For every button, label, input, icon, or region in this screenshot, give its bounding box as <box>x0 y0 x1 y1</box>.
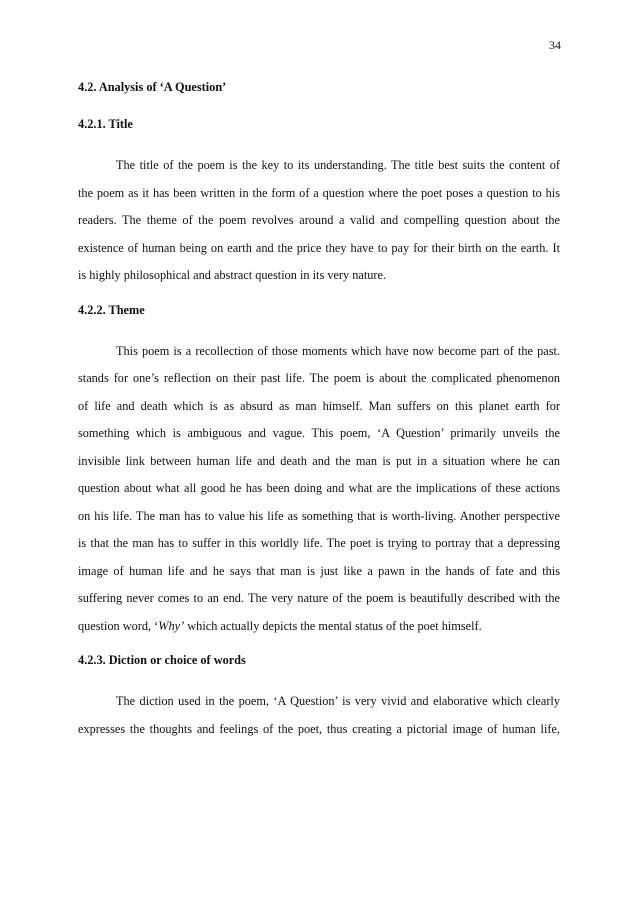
paragraph-line: This poem is a recollection of those moments which have now become part of the past. <box>116 343 560 358</box>
paragraph-diction <box>78 688 560 743</box>
paragraph-line: The title of the poem is the key to its understanding. The title best suits the content of <box>116 158 560 172</box>
paragraph-line: on his life. The man has to value his life as something that is worth-living. Another perspective <box>78 508 560 523</box>
paragraph-line: of life and death which is as absurd as man himself. Man suffers on this planet earth for <box>78 398 560 413</box>
paragraph-title <box>78 152 560 290</box>
paragraph-line: the poem as it has been written in the form of a question where the poet poses a question to his <box>78 185 560 200</box>
paragraph-line: question word, ‘Why’ which actually depicts the mental status of the poet himself. <box>78 618 482 633</box>
section-heading-analysis: 4.2. Analysis of ‘A Question’ <box>78 80 227 94</box>
subsection-heading-theme: 4.2.2. Theme <box>78 302 145 317</box>
paragraph-line: something which is ambiguous and vague. This poem, ‘A Question’ primarily unveils the <box>78 426 560 440</box>
subsection-heading-diction: 4.2.3. Diction or choice of words <box>78 653 246 667</box>
paragraph-line: suffering never comes to an end. The very nature of the poem is beautifully described with the <box>78 591 560 605</box>
subsection-heading-title: 4.2.1. Title <box>78 117 133 131</box>
paragraph-theme <box>78 338 560 641</box>
page-content <box>78 78 560 754</box>
page-number: 34 <box>549 38 561 52</box>
paragraph-line: existence of human being on earth and the price they have to pay for their birth on the earth. It <box>78 240 560 255</box>
paragraph-line: image of human life and he says that man is just like a pawn in the hands of fate and this <box>78 563 560 578</box>
italic-word: Why’ <box>158 618 185 633</box>
paragraph-line: expresses the thoughts and feelings of the poet, thus creating a pictorial image of human life, <box>78 721 560 736</box>
paragraph-line: invisible link between human life and death and the man is put in a situation where he can <box>78 453 560 468</box>
paragraph-line: is that the man has to suffer in this worldly life. The poet is trying to portray that a depressing <box>78 536 560 550</box>
paragraph-line: The diction used in the poem, ‘A Question’ is very vivid and elaborative which clearly <box>116 694 560 708</box>
paragraph-line: question about what all good he has been doing and what are the implications of these actions <box>78 481 560 495</box>
paragraph-line: readers. The theme of the poem revolves around a valid and compelling question about the <box>78 213 560 227</box>
paragraph-line: is highly philosophical and abstract question in its very nature. <box>78 268 387 282</box>
paragraph-line: stands for one’s reflection on their past life. The poem is about the complicated phenomenon <box>78 371 560 385</box>
